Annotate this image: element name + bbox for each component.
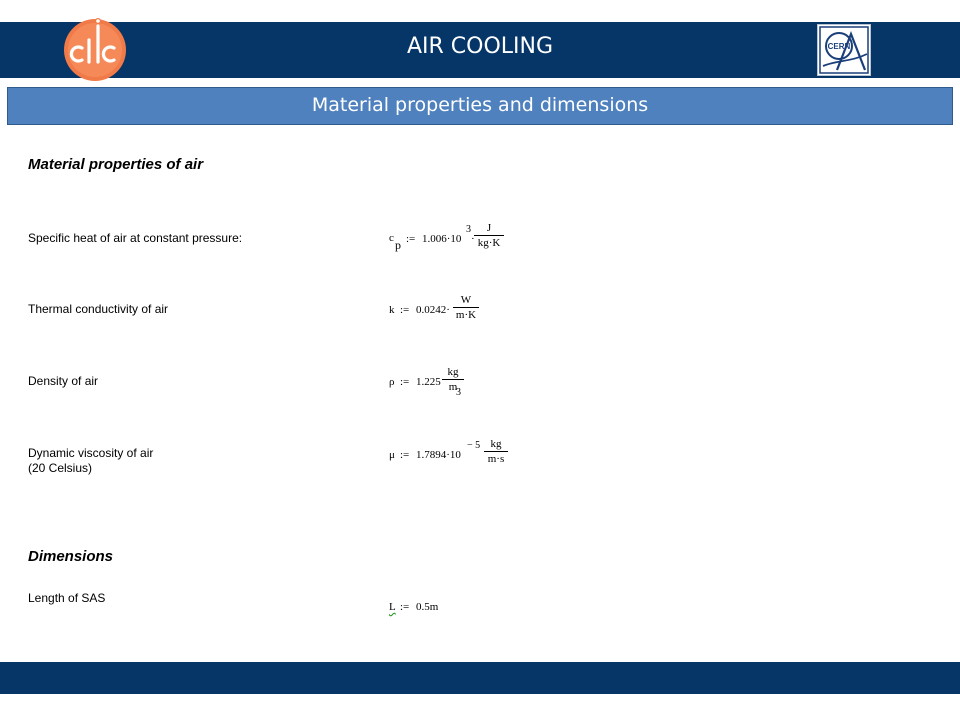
cp-symbol: c (389, 232, 394, 244)
cp-exponent: 3 (466, 224, 471, 235)
viscosity-label (28, 446, 153, 476)
viscosity-label-line2: (20 Celsius) (28, 461, 93, 475)
mu-symbol: μ (389, 449, 395, 461)
cern-logo (817, 24, 871, 76)
mu-unit-numerator: kg (490, 438, 502, 450)
mu-unit-denominator: m·s (487, 453, 505, 465)
mu-unit (484, 438, 508, 465)
k-unit (453, 294, 479, 321)
fraction-bar (474, 235, 504, 236)
k-unit-denominator: m·K (455, 309, 477, 321)
length-assign: := (400, 601, 410, 613)
fraction-bar (442, 379, 464, 380)
cp-unit-denominator: kg·K (477, 237, 501, 249)
viscosity-label-line1: Dynamic viscosity of air (28, 446, 154, 460)
k-unit-numerator: W (460, 294, 472, 306)
rho-assign: := (400, 376, 410, 388)
cp-mantissa: 1.006·10 (422, 233, 462, 245)
k-assign: := (400, 304, 410, 316)
rho-unit-numerator: kg (447, 366, 459, 378)
svg-text:CERN: CERN (827, 42, 851, 51)
mu-exponent: − 5 (467, 440, 481, 451)
rho-unit-exponent: 3 (456, 387, 461, 398)
section-title-air: Material properties of air (28, 156, 204, 173)
rho-symbol: ρ (389, 376, 395, 388)
mu-assign: := (400, 449, 410, 461)
cp-times: · (471, 233, 475, 245)
cp-unit (474, 222, 504, 249)
subheader-title: Material properties and dimensions (311, 94, 649, 116)
page-title: AIR COOLING (406, 34, 554, 59)
cp-unit-numerator: J (486, 222, 492, 234)
cp-assign: := (406, 233, 416, 245)
length-value: 0.5m (416, 601, 439, 613)
specific-heat-label: Specific heat of air at constant pressure: (28, 231, 243, 245)
length-label: Length of SAS (28, 591, 106, 605)
density-label: Density of air (28, 374, 99, 388)
section-title-dimensions: Dimensions (28, 548, 114, 565)
k-symbol: k (389, 304, 395, 316)
k-value: 0.0242· (416, 304, 450, 316)
fraction-bar (484, 451, 508, 452)
rho-value: 1.225 (416, 376, 441, 388)
clic-logo (62, 14, 128, 82)
footer-bar (0, 662, 960, 694)
thermal-conductivity-label: Thermal conductivity of air (28, 302, 169, 316)
fraction-bar (453, 307, 479, 308)
rho-unit-denominator: m (448, 381, 458, 393)
length-symbol: L (389, 601, 396, 613)
cp-subscript: p (395, 238, 401, 252)
mu-mantissa: 1.7894·10 (416, 449, 461, 461)
